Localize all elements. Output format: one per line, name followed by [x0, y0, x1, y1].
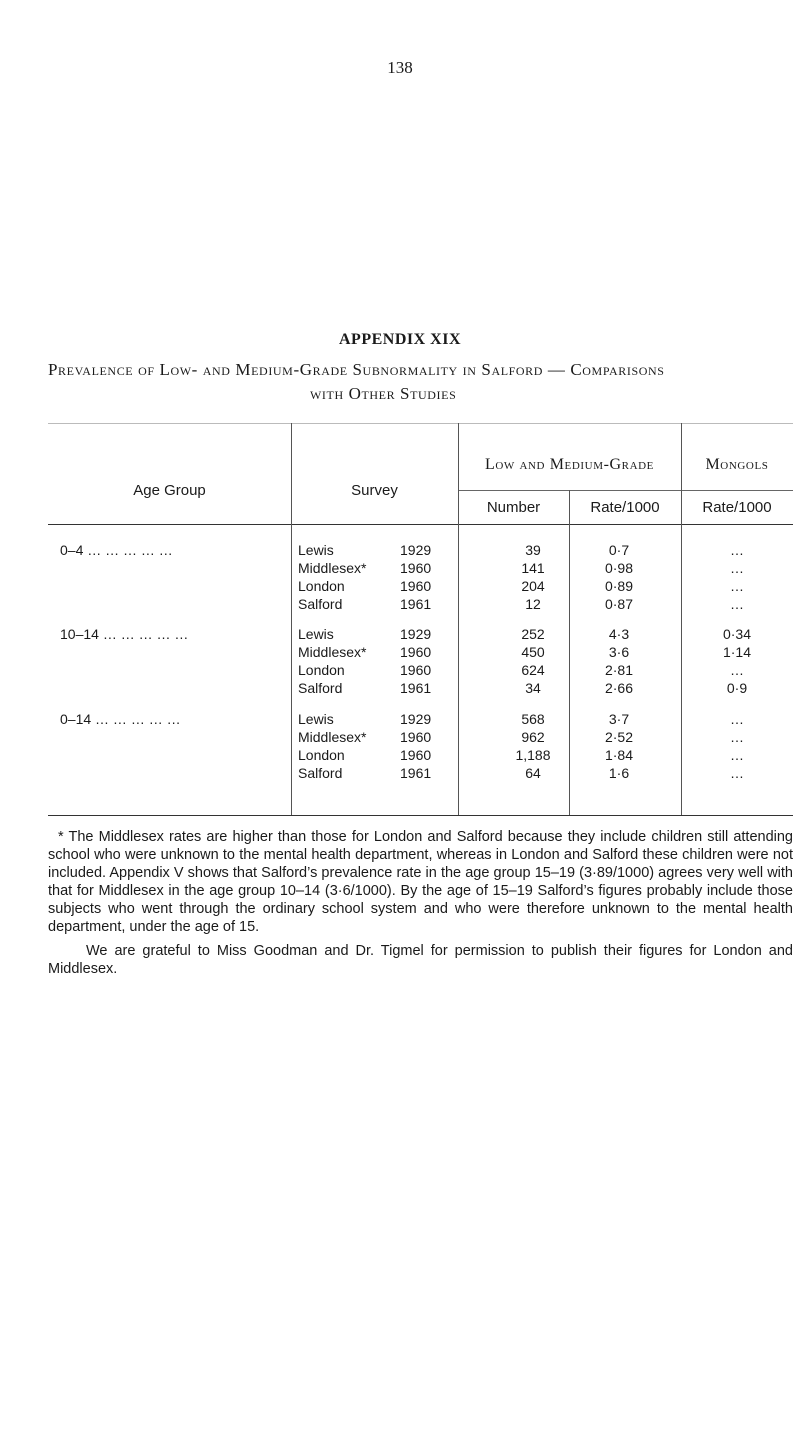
survey-name: Middlesex* — [298, 560, 367, 576]
mongol-rate-cell: … — [730, 765, 744, 781]
table-bottom-rule — [48, 815, 793, 816]
number-cell: 141 — [521, 560, 545, 576]
survey-year: 1961 — [400, 680, 432, 696]
survey-name: London — [298, 662, 345, 678]
number-cell: 1,188 — [515, 747, 551, 763]
rate-cell: 0·89 — [604, 578, 634, 594]
header-age-group: Age Group — [133, 482, 206, 499]
number-cell: 252 — [521, 626, 545, 642]
mongol-rate-cell: … — [730, 662, 744, 678]
survey-year: 1961 — [400, 765, 432, 781]
number-cell: 568 — [521, 711, 545, 727]
table-title — [48, 358, 793, 406]
header-number: Number — [486, 499, 541, 516]
number-cell: 64 — [525, 765, 541, 781]
rate-cell: 2·81 — [604, 662, 634, 678]
header-survey: Survey — [351, 482, 398, 499]
survey-year: 1929 — [400, 542, 432, 558]
rate-cell: 0·7 — [608, 542, 630, 558]
survey-year: 1960 — [400, 662, 432, 678]
rate-cell: 3·6 — [608, 644, 630, 660]
header-low-medium-grade: Low and Medium-Grade — [484, 456, 655, 473]
appendix-heading: APPENDIX XIX — [339, 331, 461, 348]
survey-year: 1929 — [400, 711, 432, 727]
survey-year: 1929 — [400, 626, 432, 642]
survey-name: London — [298, 747, 345, 763]
survey-name: Lewis — [298, 711, 334, 727]
mongol-rate-cell: … — [730, 596, 744, 612]
mongol-rate-cell: … — [730, 711, 744, 727]
mongol-rate-cell: … — [730, 578, 744, 594]
rate-cell: 1·84 — [604, 747, 634, 763]
survey-year: 1960 — [400, 747, 432, 763]
rate-cell: 1·6 — [608, 765, 630, 781]
header-mongol-rate: Rate/1000 — [702, 499, 772, 516]
mongol-rate-cell: 0·9 — [726, 680, 748, 696]
number-cell: 450 — [521, 644, 545, 660]
header-rate: Rate/1000 — [590, 499, 660, 516]
number-cell: 34 — [525, 680, 541, 696]
survey-year: 1960 — [400, 729, 432, 745]
survey-year: 1960 — [400, 578, 432, 594]
survey-name: Middlesex* — [298, 729, 367, 745]
number-cell: 39 — [525, 542, 541, 558]
page-number: 138 — [387, 58, 413, 77]
age-group-label: 10–14 … … … … … — [60, 626, 189, 642]
age-group-label: 0–4 … … … … … — [60, 542, 173, 558]
survey-year: 1961 — [400, 596, 432, 612]
header-mongols: Mongols — [705, 456, 769, 473]
rate-cell: 3·7 — [608, 711, 630, 727]
acknowledgement: We are grateful to Miss Goodman and Dr. Tigmel for permission to publish their figures for London and Middlesex. — [48, 943, 793, 977]
survey-name: Salford — [298, 680, 343, 696]
survey-name: Salford — [298, 765, 343, 781]
survey-name: Middlesex* — [298, 644, 367, 660]
survey-year: 1960 — [400, 560, 432, 576]
header-sub-rule — [458, 490, 793, 491]
number-cell: 12 — [525, 596, 541, 612]
survey-year: 1960 — [400, 644, 432, 660]
rate-cell: 0·87 — [604, 596, 634, 612]
rate-cell: 2·52 — [604, 729, 634, 745]
title-line-1: Prevalence of Low- and Medium-Grade Subnormality in Salford — Comparisons — [48, 360, 665, 379]
rate-cell: 4·3 — [608, 626, 630, 642]
mongol-rate-cell: … — [730, 729, 744, 745]
footnote: * The Middlesex rates are higher than those for London and Salford because they include children still attending school who were unknown to the mental health department, whereas in London and Salford these children were not included. Appendix V shows that Salford’s prevalence rate in the age group 15–19 (3·89/1000) agrees very well with that for Middlesex in the age group 10–14 (3·6/1000). By the age of 15–19 Salford’s figures probably include those subjects who went through the ordinary school system and who were therefore unknown to the mental health department, under the age of 15. — [48, 829, 793, 935]
rate-cell: 0·98 — [604, 560, 634, 576]
title-line-2: with Other Studies — [310, 384, 457, 403]
number-cell: 962 — [521, 729, 545, 745]
survey-name: Lewis — [298, 542, 334, 558]
mongol-rate-cell: 1·14 — [722, 644, 752, 660]
number-cell: 204 — [521, 578, 545, 594]
mongol-rate-cell: … — [730, 747, 744, 763]
rate-cell: 2·66 — [604, 680, 634, 696]
survey-name: Lewis — [298, 626, 334, 642]
mongol-rate-cell: … — [730, 542, 744, 558]
mongol-rate-cell: … — [730, 560, 744, 576]
age-group-label: 0–14 … … … … … — [60, 711, 181, 727]
survey-name: Salford — [298, 596, 343, 612]
mongol-rate-cell: 0·34 — [722, 626, 752, 642]
survey-name: London — [298, 578, 345, 594]
number-cell: 624 — [521, 662, 545, 678]
